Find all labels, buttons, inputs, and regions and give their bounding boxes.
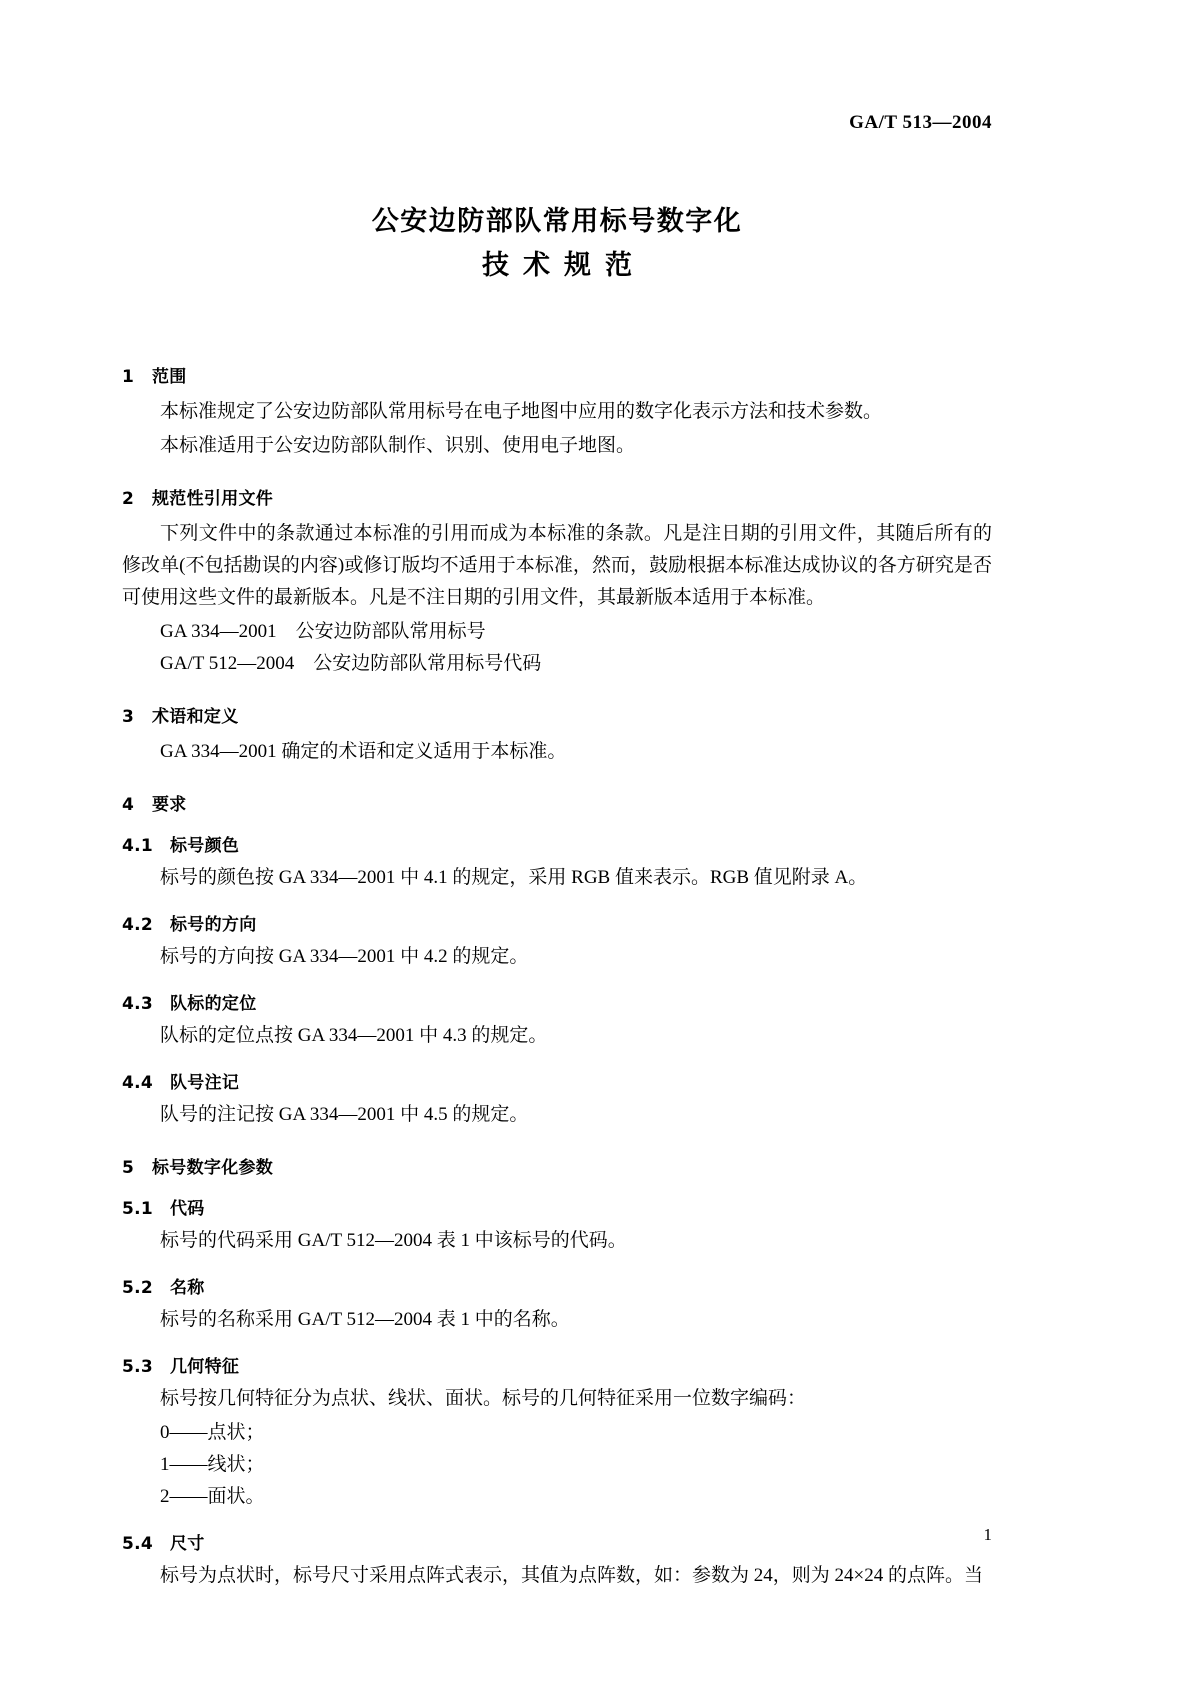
section-number-1: 1 bbox=[122, 367, 135, 387]
subsection-number-4-1: 4.1 bbox=[122, 836, 154, 856]
subsection-5-3-list-item-1: 0——点状； bbox=[160, 1422, 265, 1443]
subsection-title-5-1: 代码 bbox=[170, 1199, 205, 1219]
subsection-heading-4-3 bbox=[122, 989, 992, 1014]
subsection-heading-4-1 bbox=[122, 831, 992, 856]
subsection-5-4-text: 标号为点状时，标号尺寸采用点阵式表示，其值为点阵数，如：参数为 24，则为 24×24 的点阵。当 bbox=[160, 1565, 983, 1586]
section-3-paragraph-1: GA 334—2001 确定的术语和定义适用于本标准。 bbox=[160, 741, 567, 762]
subsection-number-5-1: 5.1 bbox=[122, 1199, 154, 1219]
section-heading-1 bbox=[122, 362, 992, 387]
section-number-2: 2 bbox=[122, 489, 135, 509]
subsection-title-4-4: 队号注记 bbox=[170, 1073, 240, 1093]
subsection-title-4-2: 标号的方向 bbox=[170, 915, 257, 935]
subsection-5-3-list-item-3: 2——面状。 bbox=[160, 1486, 265, 1507]
section-title-4: 要求 bbox=[152, 795, 187, 815]
subsection-number-5-3: 5.3 bbox=[122, 1357, 154, 1377]
section-2-paragraph-1: 下列文件中的条款通过本标准的引用而成为本标准的条款。凡是注日期的引用文件，其随后所有的修改单(不包括勘误的内容)或修订版均不适用于本标准，然而，鼓励根据本标准达成协议的各方研究是否可使用这些文件的最新版本。凡是不注日期的引用文件，其最新版本适用于本标准。 bbox=[122, 523, 992, 608]
section-number-4: 4 bbox=[122, 795, 135, 815]
subsection-heading-5-2 bbox=[122, 1273, 992, 1298]
subsection-heading-5-4 bbox=[122, 1529, 992, 1554]
subsection-number-4-3: 4.3 bbox=[122, 994, 154, 1014]
title-line-1: 公安边防部队常用标号数字化 bbox=[371, 206, 743, 237]
section-2-reference-2: GA/T 512—2004 公安边防部队常用标号代码 bbox=[160, 653, 542, 674]
document-body bbox=[122, 340, 992, 1594]
subsection-title-5-4: 尺寸 bbox=[170, 1534, 205, 1554]
subsection-5-1-text: 标号的代码采用 GA/T 512—2004 表 1 中该标号的代码。 bbox=[160, 1230, 627, 1251]
subsection-5-3-list-item-2: 1——线状； bbox=[160, 1454, 265, 1475]
section-heading-3 bbox=[122, 702, 992, 727]
subsection-4-4-text: 队号的注记按 GA 334—2001 中 4.5 的规定。 bbox=[160, 1104, 529, 1125]
section-1-paragraph-1: 本标准规定了公安边防部队常用标号在电子地图中应用的数字化表示方法和技术参数。 bbox=[160, 401, 883, 422]
subsection-5-3-text: 标号按几何特征分为点状、线状、面状。标号的几何特征采用一位数字编码： bbox=[160, 1388, 807, 1409]
section-1-paragraph-2: 本标准适用于公安边防部队制作、识别、使用电子地图。 bbox=[160, 435, 636, 456]
section-title-2: 规范性引用文件 bbox=[152, 489, 274, 509]
subsection-title-5-2: 名称 bbox=[170, 1278, 205, 1298]
section-2-reference-1: GA 334—2001 公安边防部队常用标号 bbox=[160, 621, 486, 642]
section-heading-2 bbox=[122, 484, 992, 509]
subsection-title-4-3: 队标的定位 bbox=[170, 994, 257, 1014]
subsection-heading-5-1 bbox=[122, 1194, 992, 1219]
section-number-5: 5 bbox=[122, 1158, 135, 1178]
subsection-title-5-3: 几何特征 bbox=[170, 1357, 240, 1377]
section-number-3: 3 bbox=[122, 707, 135, 727]
subsection-heading-5-3 bbox=[122, 1352, 992, 1377]
subsection-number-5-2: 5.2 bbox=[122, 1278, 154, 1298]
subsection-number-4-4: 4.4 bbox=[122, 1073, 154, 1093]
title-line-2: 技术规范 bbox=[482, 250, 646, 281]
subsection-heading-4-4 bbox=[122, 1068, 992, 1093]
section-title-3: 术语和定义 bbox=[152, 707, 239, 727]
section-title-1: 范围 bbox=[152, 367, 187, 387]
subsection-4-2-text: 标号的方向按 GA 334—2001 中 4.2 的规定。 bbox=[160, 946, 529, 967]
section-title-5: 标号数字化参数 bbox=[152, 1158, 274, 1178]
subsection-number-4-2: 4.2 bbox=[122, 915, 154, 935]
section-heading-4 bbox=[122, 790, 992, 815]
document-title bbox=[122, 200, 992, 288]
standard-number-header: GA/T 513—2004 bbox=[849, 112, 992, 133]
subsection-4-1-text: 标号的颜色按 GA 334—2001 中 4.1 的规定，采用 RGB 值来表示。RGB 值见附录 A。 bbox=[160, 867, 868, 888]
subsection-5-2-text: 标号的名称采用 GA/T 512—2004 表 1 中的名称。 bbox=[160, 1309, 570, 1330]
subsection-4-3-text: 队标的定位点按 GA 334—2001 中 4.3 的规定。 bbox=[160, 1025, 548, 1046]
subsection-number-5-4: 5.4 bbox=[122, 1534, 154, 1554]
subsection-title-4-1: 标号颜色 bbox=[170, 836, 240, 856]
page-number: 1 bbox=[983, 1525, 992, 1544]
subsection-heading-4-2 bbox=[122, 910, 992, 935]
section-heading-5 bbox=[122, 1153, 992, 1178]
